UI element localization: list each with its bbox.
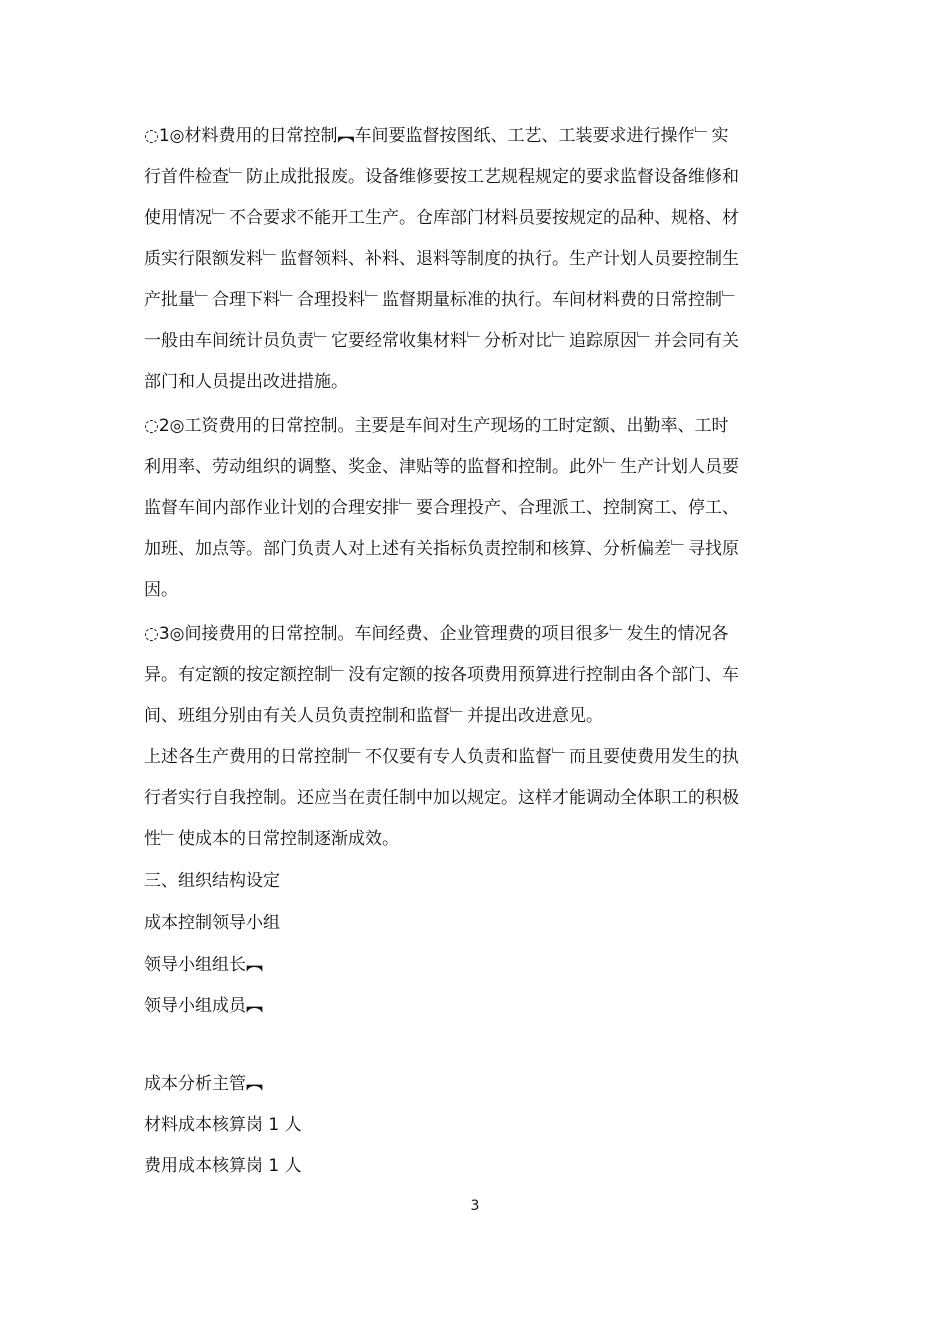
paragraph-material-cost-line-5: 产批量﹂合理下料﹂合理投料﹂监督期量标准的执行。车间材料费的日常控制﹂ [144,290,739,310]
paragraph-material-cost-line-1: ◌1◎材料费用的日常控制︻车间要监督按图纸、工艺、工装要求进行操作﹂实 [144,126,729,146]
paragraph-material-cost-line-4: 质实行限额发料﹂监督领料、补料、退料等制度的执行。生产计划人员要控制生 [144,249,739,269]
paragraph-wage-cost-line-4: 加班、加点等。部门负责人对上述有关指标负责控制和核算、分析偏差﹂寻找原 [144,539,739,559]
paragraph-material-cost-line-2: 行首件检查﹂防止成批报废。设备维修要按工艺规程规定的要求监督设备维修和 [144,167,739,187]
group-members-label: 领导小组成员︻ [144,996,263,1016]
paragraph-indirect-cost-line-2: 异。有定额的按定额控制﹂没有定额的按各项费用预算进行控制由各个部门、车 [144,665,739,685]
material-cost-accounting-post: 材料成本核算岗 1 人 [144,1115,302,1135]
paragraph-material-cost-line-6: 一般由车间统计员负责﹂它要经常收集材料﹂分析对比﹂追踪原因﹂并会同有关 [144,331,739,351]
paragraph-summary-line-1: 上述各生产费用的日常控制﹂不仅要有专人负责和监督﹂而且要使费用发生的执 [144,747,739,767]
paragraph-wage-cost-line-3: 监督车间内部作业计划的合理安排﹂要合理投产、合理派工、控制窝工、停工、 [144,498,739,518]
group-leader-label: 领导小组组长︻ [144,955,263,975]
paragraph-summary-line-2: 行者实行自我控制。还应当在责任制中加以规定。这样才能调动全体职工的积极 [144,788,739,808]
paragraph-wage-cost-line-2: 利用率、劳动组织的调整、奖金、津贴等的监督和控制。此外﹂生产计划人员要 [144,457,739,477]
paragraph-indirect-cost-line-3: 间、班组分别由有关人员负责控制和监督﹂并提出改进意见。 [144,706,603,726]
paragraph-material-cost-line-7: 部门和人员提出改进措施。 [144,372,348,392]
section-heading-org-structure: 三、组织结构设定 [144,871,280,891]
expense-cost-accounting-post: 费用成本核算岗 1 人 [144,1156,302,1176]
page-number: 3 [470,1198,480,1214]
cost-analysis-supervisor-label: 成本分析主管︻ [144,1074,263,1094]
paragraph-indirect-cost-line-1: ◌3◎间接费用的日常控制。车间经费、企业管理费的项目很多﹂发生的情况各 [144,624,729,644]
paragraph-wage-cost-line-1: ◌2◎工资费用的日常控制。主要是车间对生产现场的工时定额、出勤率、工时 [144,416,729,436]
group-title: 成本控制领导小组 [144,913,280,933]
paragraph-wage-cost-line-5: 因。 [144,580,178,600]
paragraph-summary-line-3: 性﹂使成本的日常控制逐渐成效。 [144,829,399,849]
paragraph-material-cost-line-3: 使用情况﹂不合要求不能开工生产。仓库部门材料员要按规定的品种、规格、材 [144,208,739,228]
